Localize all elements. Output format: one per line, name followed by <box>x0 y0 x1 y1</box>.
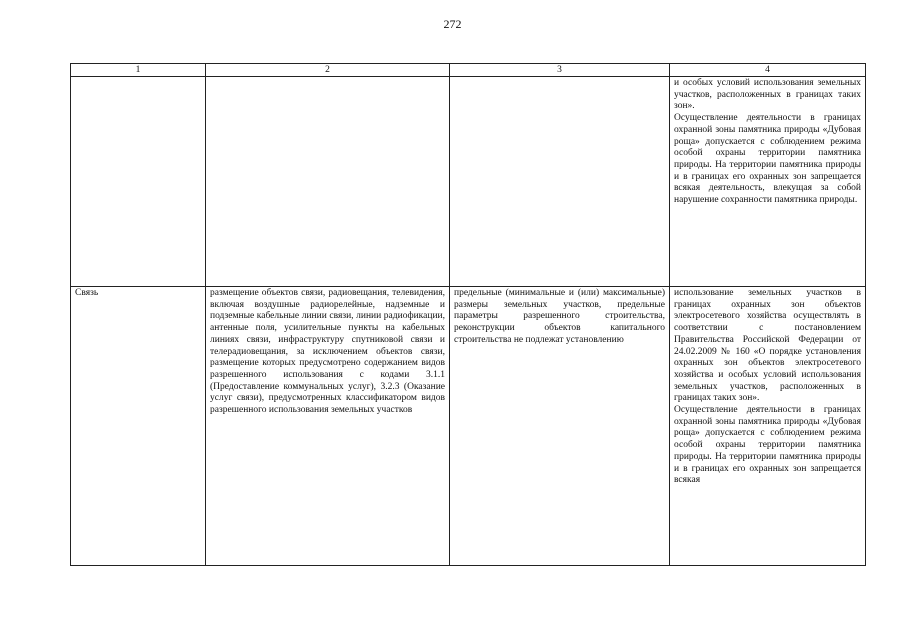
column-header-3: 3 <box>450 64 670 77</box>
restriction-paragraph: Осуществление деятельности в границах охранной зоны памятника природы «Дубовая роща» допускается с соблюдением режима особой охраны территории памятника природы. На территории памятника природы и в границах его охранных зон запрещается всякая <box>674 405 861 486</box>
cell-use-type <box>71 77 206 287</box>
use-description-text: размещение объектов связи, радиовещания, телевидения, включая воздушные радиорелейные, надземные и подземные кабельные линии связи, линии радиофикации, антенные поля, усилительные пункты на кабельных линиях связи, инфраструктуру спутниковой связи и телерадиовещания, за исключением объектов связи, размещение которых предусмотрено содержанием видов разрешенного использования с кодами 3.1.1 (Предоставление коммунальных услуг), 3.2.3 (Оказание услуг связи), предусмотренных классификатором видов разрешенного использования земельных участков <box>210 288 445 416</box>
restriction-paragraph: и особых условий использования земельных участков, расположенных в границах таких зон». <box>674 78 861 112</box>
table-header-row <box>71 64 866 77</box>
cell-use-description <box>206 287 450 566</box>
parameters-text: предельные (минимальные и (или) максимальные) размеры земельных участков, предельные параметры разрешенного строительства, реконструкции объектов капитального строительства не подлежат установлению <box>454 288 665 345</box>
restriction-paragraph: использование земельных участков в границах охранных зон объектов электросетевого хозяйства осуществлять в соответствии с постановлением Правительства Российской Федерации от 24.02.2009 № 160 «О порядке установления охранных зон объектов электросетевого хозяйства и особых условий использования земельных участков, расположенных в границах таких зон». <box>674 288 861 404</box>
cell-use-type: Связь <box>71 287 206 566</box>
cell-parameters <box>450 287 670 566</box>
table-row <box>71 77 866 287</box>
column-header-1: 1 <box>71 64 206 77</box>
cell-use-description <box>206 77 450 287</box>
cell-restrictions <box>670 287 866 566</box>
cell-restrictions <box>670 77 866 287</box>
restriction-paragraph: Осуществление деятельности в границах охранной зоны памятника природы «Дубовая роща» допускается с соблюдением режима особой охраны территории памятника природы. На территории памятника природы и в границах его охранных зон запрещается всякая деятельность, влекущая за собой нарушение сохранности памятника природы. <box>674 113 861 206</box>
column-header-4: 4 <box>670 64 866 77</box>
column-header-2: 2 <box>206 64 450 77</box>
cell-parameters <box>450 77 670 287</box>
regulations-table <box>70 63 866 566</box>
table-row <box>71 287 866 566</box>
page-number: 272 <box>443 17 462 31</box>
